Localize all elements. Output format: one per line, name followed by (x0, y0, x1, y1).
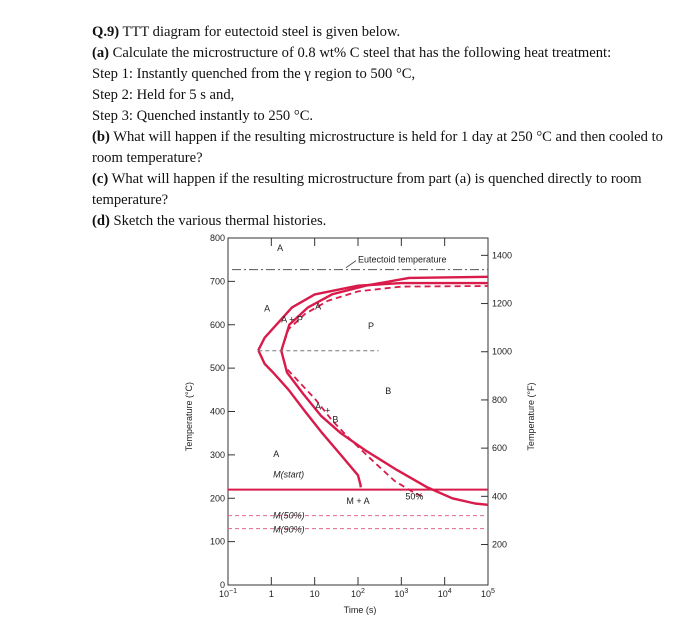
martensite-label: M(start) (273, 469, 305, 480)
plot-frame (228, 238, 488, 585)
part-b-label: (b) (92, 129, 110, 145)
part-b-text: What will happen if the resulting microstructure is held for 1 day at 250 °C and then cooled to room temperature? (92, 129, 663, 166)
region-label: P (368, 321, 375, 332)
x-tick-label: $10^5$ (481, 588, 495, 599)
x-tick-exponent: 4 (447, 588, 452, 595)
x-tick-label: $10^{-1}$ (219, 588, 237, 599)
part-d-label: (d) (92, 213, 110, 229)
question-title-text: TTT diagram for eutectoid steel is given below. (119, 24, 401, 40)
step-2: Step 2: Held for 5 s and, (92, 87, 235, 103)
y-tick-label: 800 (209, 233, 225, 243)
question-number: Q.9) (92, 24, 120, 40)
step-3: Step 3: Quenched instantly to 250 °C. (92, 108, 314, 124)
region-label: A (264, 303, 271, 314)
y-tick-label: 600 (209, 319, 225, 330)
x-tick-exponent: 3 (404, 588, 409, 595)
x-tick-label: 1 (268, 589, 274, 599)
transformation-curve (281, 351, 488, 505)
part-a-label: (a) (92, 45, 110, 61)
y-tick-label: 200 (209, 493, 225, 504)
transformation-curve (281, 286, 531, 351)
right-tick-label: 600 (492, 443, 508, 454)
x-tick-exponent: 2 (361, 588, 365, 595)
region-label: B (385, 386, 392, 397)
right-axis-label: Temperature (°F) (526, 382, 536, 451)
part-d-text: Sketch the various thermal histories. (109, 213, 327, 229)
curve-label: A + P (281, 314, 303, 325)
curve-label: B (332, 414, 339, 425)
part-a-text: Calculate the microstructure of 0.8 wt% C steel that has the following heat treatment: (109, 45, 612, 61)
curve-label: + (325, 405, 331, 416)
y-tick-label: 700 (209, 276, 225, 287)
martensite-label: M(50%) (273, 510, 305, 521)
region-label: A (273, 449, 280, 460)
region-label: M + A (346, 495, 370, 506)
right-tick-label: 200 (492, 539, 508, 550)
x-tick-exponent: −1 (229, 588, 237, 595)
y-tick-label: 500 (209, 363, 225, 374)
y-tick-label: 400 (209, 406, 225, 417)
region-label: 50% (405, 491, 424, 502)
x-tick-label: $10^2$ (351, 588, 365, 599)
martensite-label: M(90%) (273, 524, 305, 535)
part-c-text: What will happen if the resulting microstructure from part (a) is quenched directly to room temperature? (92, 171, 642, 208)
right-tick-label: 400 (492, 491, 508, 502)
region-label: A (277, 243, 284, 254)
eutectoid-pointer (346, 261, 356, 268)
y-tick-label: 300 (209, 449, 225, 460)
x-tick-label: 10 (309, 589, 320, 599)
x-tick-label: $10^3$ (394, 588, 409, 599)
y-tick-label: 0 (219, 580, 225, 590)
y-axis-label: Temperature (°C) (184, 381, 194, 452)
right-tick-label: 1400 (492, 250, 513, 261)
curve-label: A (315, 401, 322, 412)
eutectoid-label: Eutectoid temperature (358, 254, 447, 265)
x-tick-label: $10^4$ (437, 588, 452, 599)
x-axis-label: Time (s) (343, 605, 377, 615)
right-tick-label: 1000 (492, 346, 513, 357)
right-tick-label: 800 (492, 394, 508, 405)
curve-label: A (315, 301, 322, 312)
right-tick-label: 1200 (492, 298, 513, 309)
x-tick-exponent: 5 (491, 588, 495, 595)
transformation-curve (258, 350, 360, 487)
part-c-label: (c) (92, 171, 109, 187)
step-1: Step 1: Instantly quenched from the γ region to 500 °C, (92, 66, 416, 82)
y-tick-label: 100 (209, 536, 225, 547)
